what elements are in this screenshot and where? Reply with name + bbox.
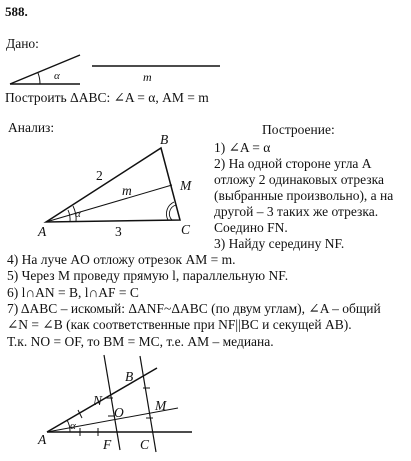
- fig2-label-f: F: [103, 437, 112, 452]
- given-m-label: m: [143, 70, 152, 84]
- segment-nf: [104, 355, 120, 450]
- step-5: 5) Через M проведу прямую l, параллельную NF.: [7, 268, 289, 283]
- analysis-label-three: 3: [115, 224, 122, 239]
- fig2-label-n: N: [93, 393, 103, 408]
- analysis-label-a: A: [38, 224, 47, 239]
- problem-number: 588.: [5, 4, 28, 19]
- construction-title: Построение:: [262, 122, 335, 137]
- fig2-label-o: O: [114, 405, 124, 420]
- step-6: 6) l∩AN = B, l∩AF = C: [7, 285, 139, 300]
- construction-line-6: Соедино FN.: [214, 220, 288, 235]
- construction-line-3: отложу 2 одинаковых отрезка: [214, 172, 384, 187]
- analysis-label-c: C: [181, 222, 191, 237]
- step-7-angle: ∠N = ∠B (как соответственные при NF||BC и секущей AB).: [7, 317, 352, 332]
- fig2-label-a: A: [38, 432, 47, 447]
- analysis-label-b: B: [160, 132, 169, 147]
- fig2-label-alpha: α: [70, 420, 76, 432]
- construction-line-7: 3) Найду середину NF.: [214, 236, 345, 251]
- analysis-label-m: m: [122, 183, 132, 198]
- fig2-label-b: B: [125, 369, 134, 384]
- construction-line-2: 2) На одной стороне угла A: [214, 156, 372, 171]
- construction-line-1: 1) ∠A = α: [214, 140, 271, 155]
- fig2-label-m: M: [155, 398, 167, 413]
- step-7: 7) ΔABC – искомый: ΔANF~ΔABC (по двум углам), ∠A – общий: [7, 301, 381, 316]
- fig2-label-c: C: [140, 437, 150, 452]
- construction-line-4: (выбранные произвольно), а на: [214, 188, 394, 203]
- analysis-label-m-point: M: [180, 178, 192, 193]
- construction-line-5: другой – 3 таких же отрезка.: [214, 204, 379, 219]
- step-4: 4) На луче AO отложу отрезок AM = m.: [7, 252, 236, 267]
- analysis-label-alpha: α: [75, 208, 81, 220]
- construct-task: Построить ΔABC: ∠A = α, AM = m: [5, 90, 209, 105]
- analysis-label-two: 2: [96, 168, 103, 183]
- analysis-label: Анализ:: [8, 120, 55, 135]
- given-label: Дано:: [6, 36, 39, 51]
- step-conclusion: Т.к. NO = OF, то BM = MC, т.е. AM – медиана.: [7, 334, 274, 349]
- given-alpha-label: α: [54, 70, 60, 82]
